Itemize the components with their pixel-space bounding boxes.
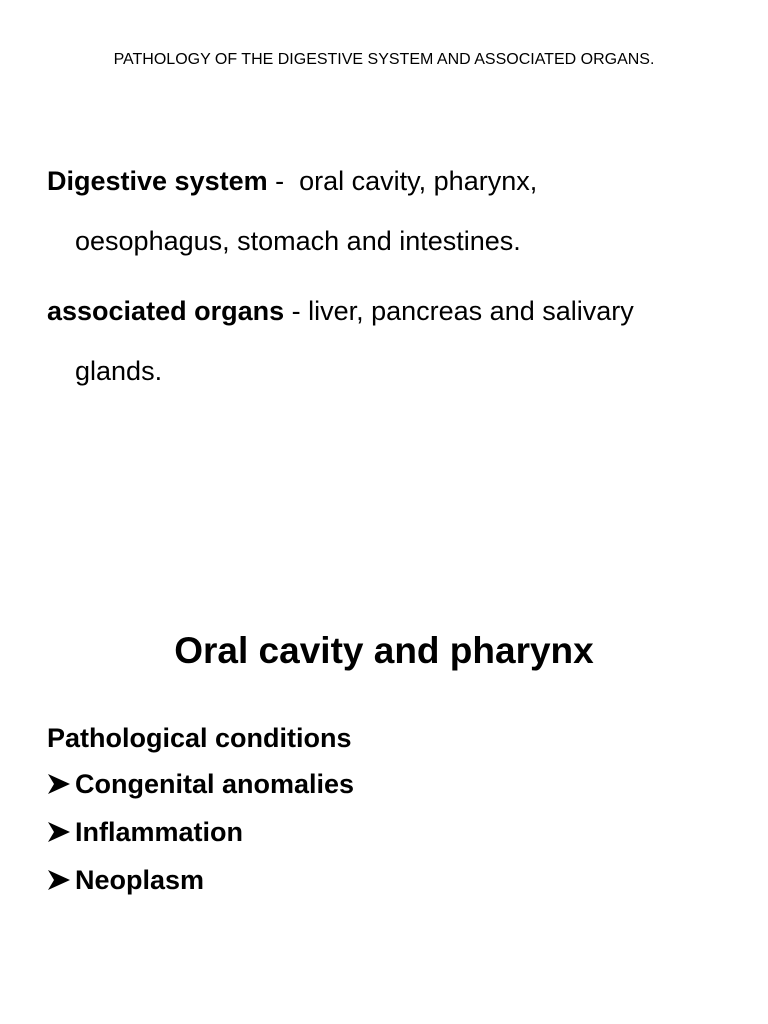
definition-text: oral cavity, pharynx, xyxy=(299,166,538,196)
condition-label: Congenital anomalies xyxy=(75,769,355,799)
definition-separator: - xyxy=(267,166,300,196)
section-title: Oral cavity and pharynx xyxy=(174,630,594,671)
definition-line-1 xyxy=(47,296,737,326)
condition-label: Neoplasm xyxy=(75,865,205,895)
definition-term: associated organs xyxy=(47,296,285,326)
page-heading: PATHOLOGY OF THE DIGESTIVE SYSTEM AND ASSOCIATED ORGANS. xyxy=(113,51,655,68)
arrowhead-bullet-icon xyxy=(47,816,75,848)
conditions-list xyxy=(47,768,354,912)
definition-continuation: oesophagus, stomach and intestines. xyxy=(75,226,521,256)
list-item xyxy=(47,816,354,864)
list-item xyxy=(47,864,354,912)
definition-text: liver, pancreas and salivary xyxy=(308,296,634,326)
definition-continuation: glands. xyxy=(75,356,163,386)
list-item xyxy=(47,768,354,816)
arrowhead-bullet-icon xyxy=(47,864,75,896)
conditions-heading: Pathological conditions xyxy=(47,723,352,753)
condition-label: Inflammation xyxy=(75,817,244,847)
definition-separator: - xyxy=(284,296,309,326)
definition-term: Digestive system xyxy=(47,166,268,196)
definition-line-1 xyxy=(47,166,737,196)
arrowhead-bullet-icon xyxy=(47,768,75,800)
definition-digestive-system xyxy=(47,166,737,256)
definition-associated-organs xyxy=(47,296,737,386)
